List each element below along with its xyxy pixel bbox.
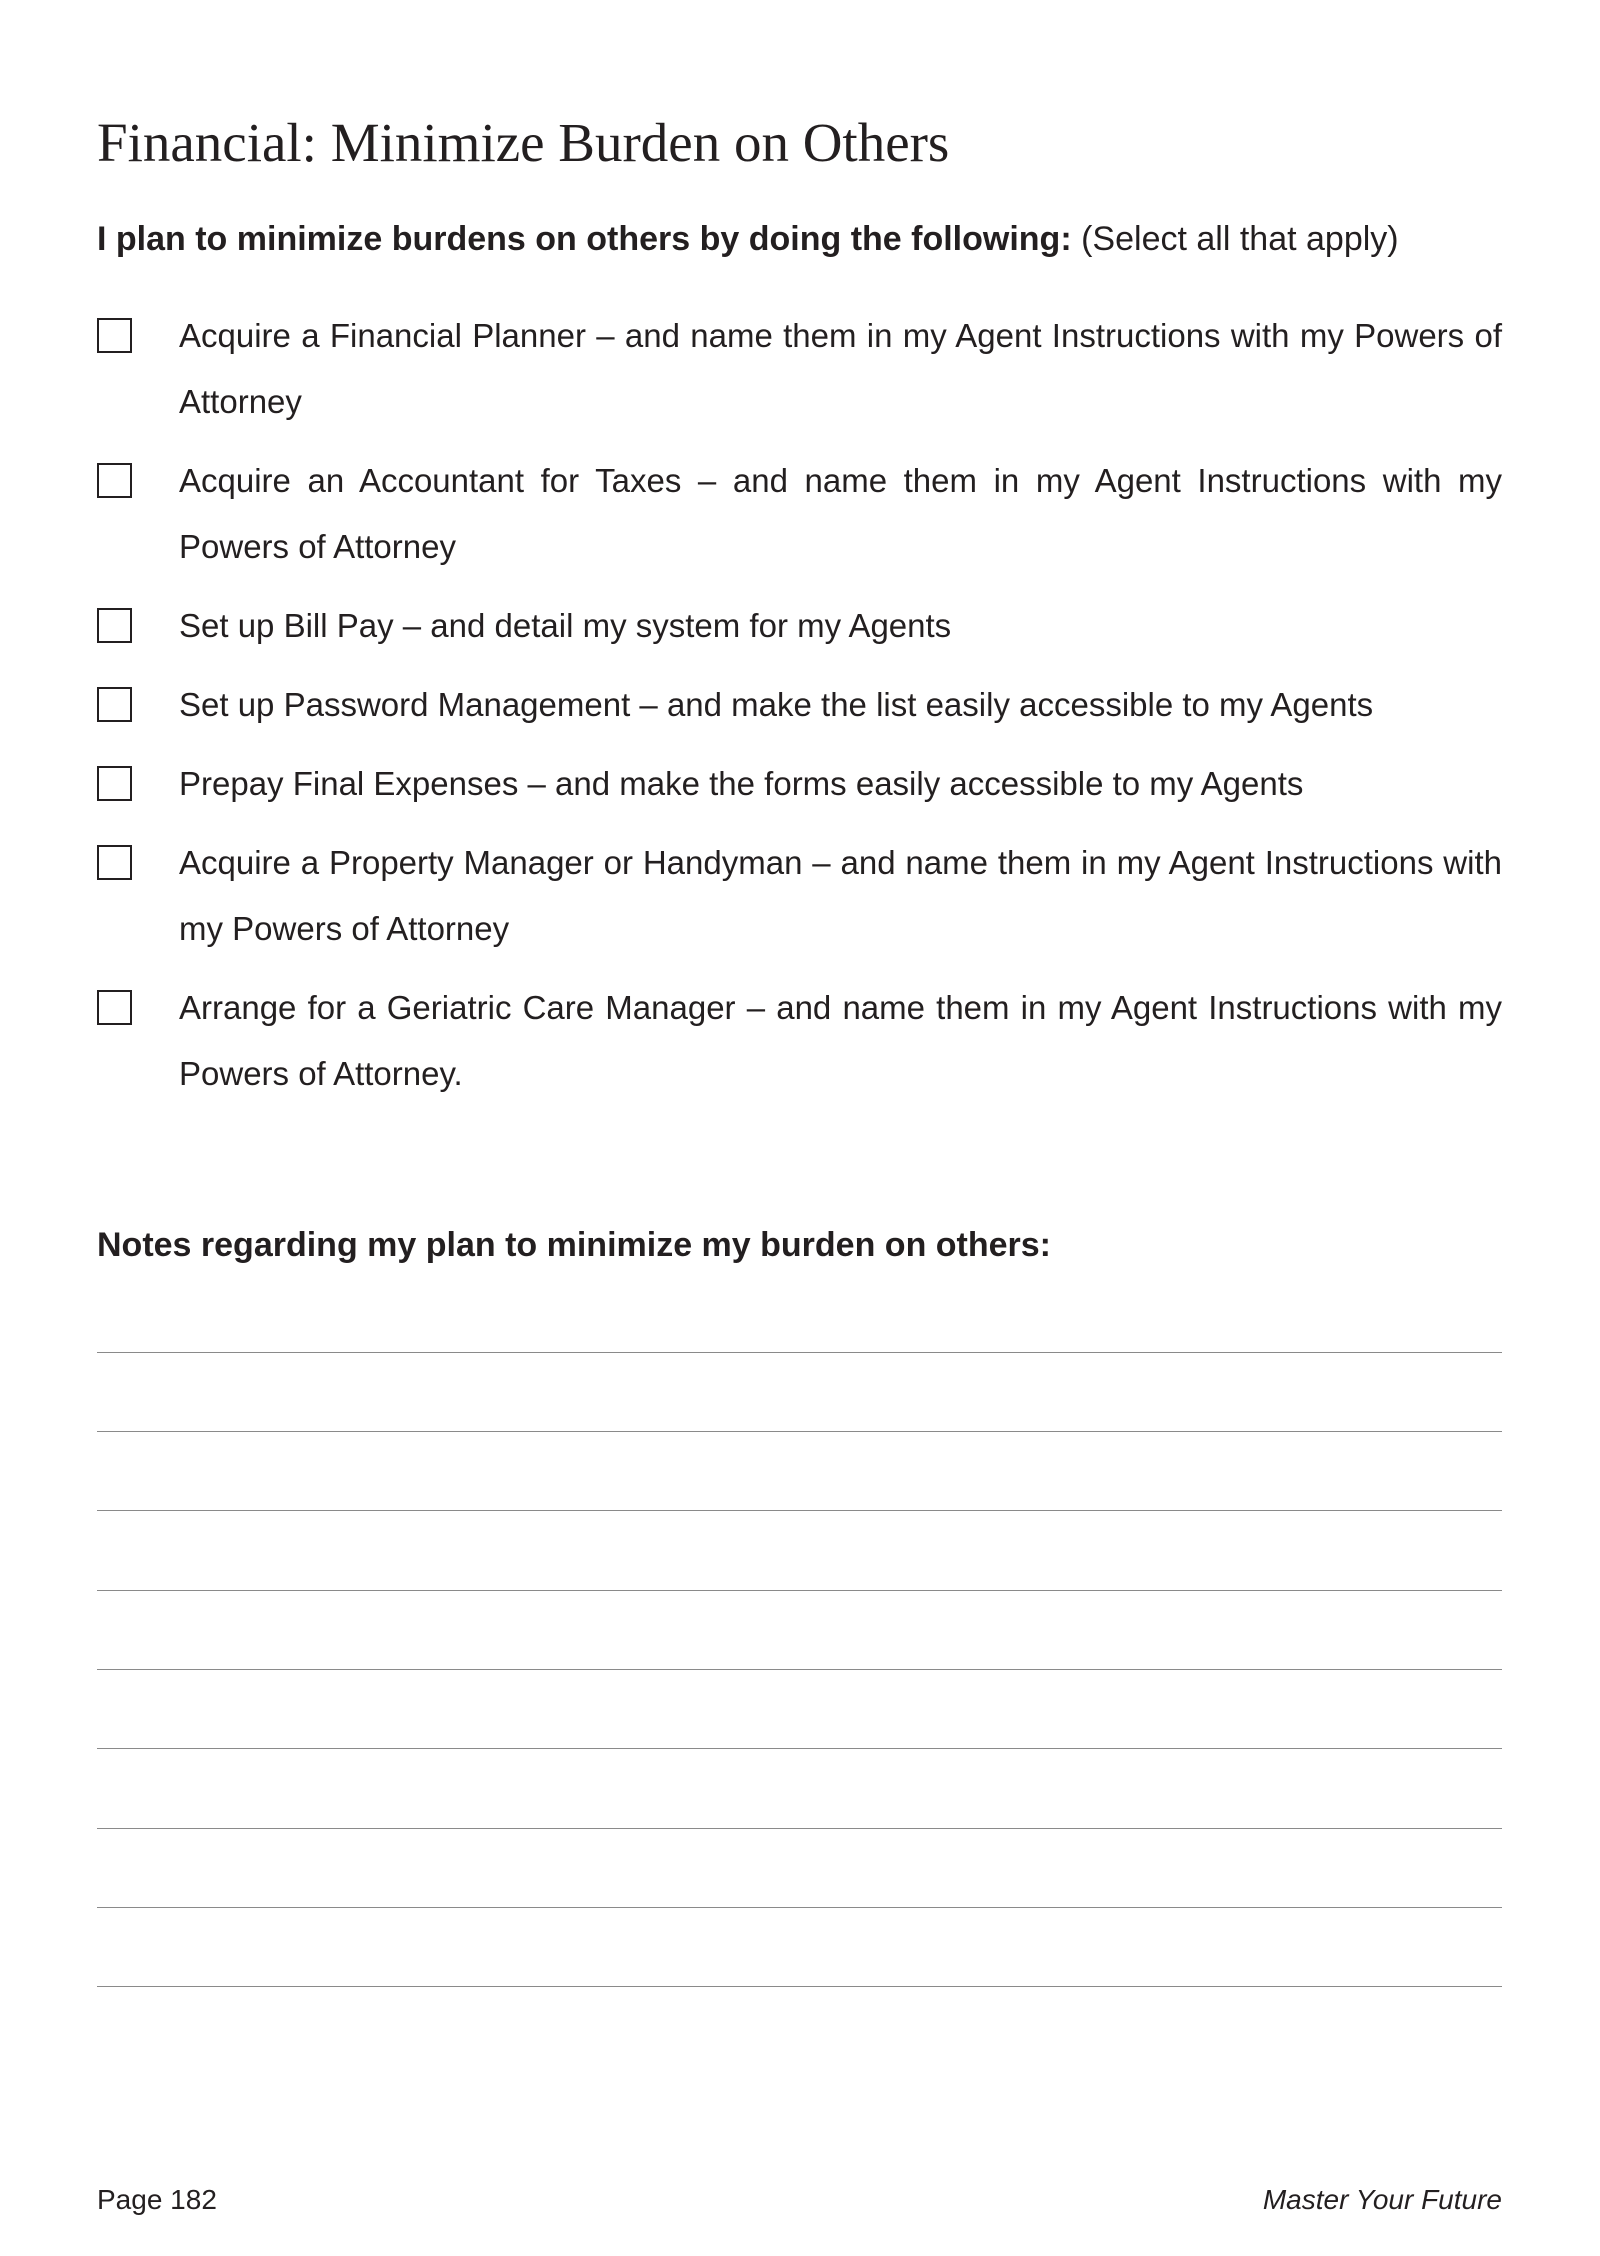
checklist-item-label: Prepay Final Expenses – and make the forms easily accessible to my Agents (179, 765, 1304, 802)
notes-writing-line[interactable] (97, 1907, 1502, 1908)
checklist-item-label: Arrange for a Geriatric Care Manager – and name them in my Agent Instructions with my Powers of Attorney. (179, 989, 1502, 1092)
checklist-item-label: Acquire an Accountant for Taxes – and name them in my Agent Instructions with my Powers of Attorney (179, 462, 1502, 565)
checkbox-geriatric-care-manager[interactable] (97, 990, 132, 1025)
notes-writing-line[interactable] (97, 1352, 1502, 1353)
checklist-item-accountant[interactable] (97, 448, 1502, 580)
checklist-item-label: Set up Bill Pay – and detail my system for my Agents (179, 607, 952, 644)
notes-heading: Notes regarding my plan to minimize my burden on others: (97, 1226, 1052, 1264)
document-page (97, 0, 1502, 2256)
checklist (97, 303, 1502, 1120)
instructions-text: I plan to minimize burdens on others by doing the following: (97, 220, 1072, 258)
page-number: Page 182 (97, 2184, 217, 2215)
checkbox-financial-planner[interactable] (97, 318, 132, 353)
checklist-item-property-manager[interactable] (97, 830, 1502, 962)
notes-writing-line[interactable] (97, 1828, 1502, 1829)
page-title: Financial: Minimize Burden on Others (97, 112, 950, 173)
checkbox-accountant[interactable] (97, 463, 132, 498)
checkbox-property-manager[interactable] (97, 845, 132, 880)
notes-writing-line[interactable] (97, 1986, 1502, 1987)
checklist-item-label: Acquire a Financial Planner – and name them in my Agent Instructions with my Powers of Attorney (179, 317, 1502, 420)
notes-writing-line[interactable] (97, 1748, 1502, 1749)
checklist-item-label: Set up Password Management – and make the list easily accessible to my Agents (179, 686, 1374, 723)
checkbox-password-management[interactable] (97, 687, 132, 722)
notes-writing-line[interactable] (97, 1590, 1502, 1591)
notes-writing-line[interactable] (97, 1669, 1502, 1670)
notes-writing-line[interactable] (97, 1510, 1502, 1511)
checklist-item-final-expenses[interactable] (97, 751, 1502, 817)
notes-writing-line[interactable] (97, 1431, 1502, 1432)
checkbox-final-expenses[interactable] (97, 766, 132, 801)
checklist-item-password-management[interactable] (97, 672, 1502, 738)
select-all-note: (Select all that apply) (1081, 220, 1399, 258)
checklist-item-label: Acquire a Property Manager or Handyman – and name them in my Agent Instructions with my Powers of Attorney (179, 844, 1502, 947)
checklist-item-financial-planner[interactable] (97, 303, 1502, 435)
instructions (97, 216, 1399, 262)
book-title: Master Your Future (1262, 2184, 1502, 2215)
checklist-item-geriatric-care-manager[interactable] (97, 975, 1502, 1107)
checklist-item-bill-pay[interactable] (97, 593, 1502, 659)
checkbox-bill-pay[interactable] (97, 608, 132, 643)
